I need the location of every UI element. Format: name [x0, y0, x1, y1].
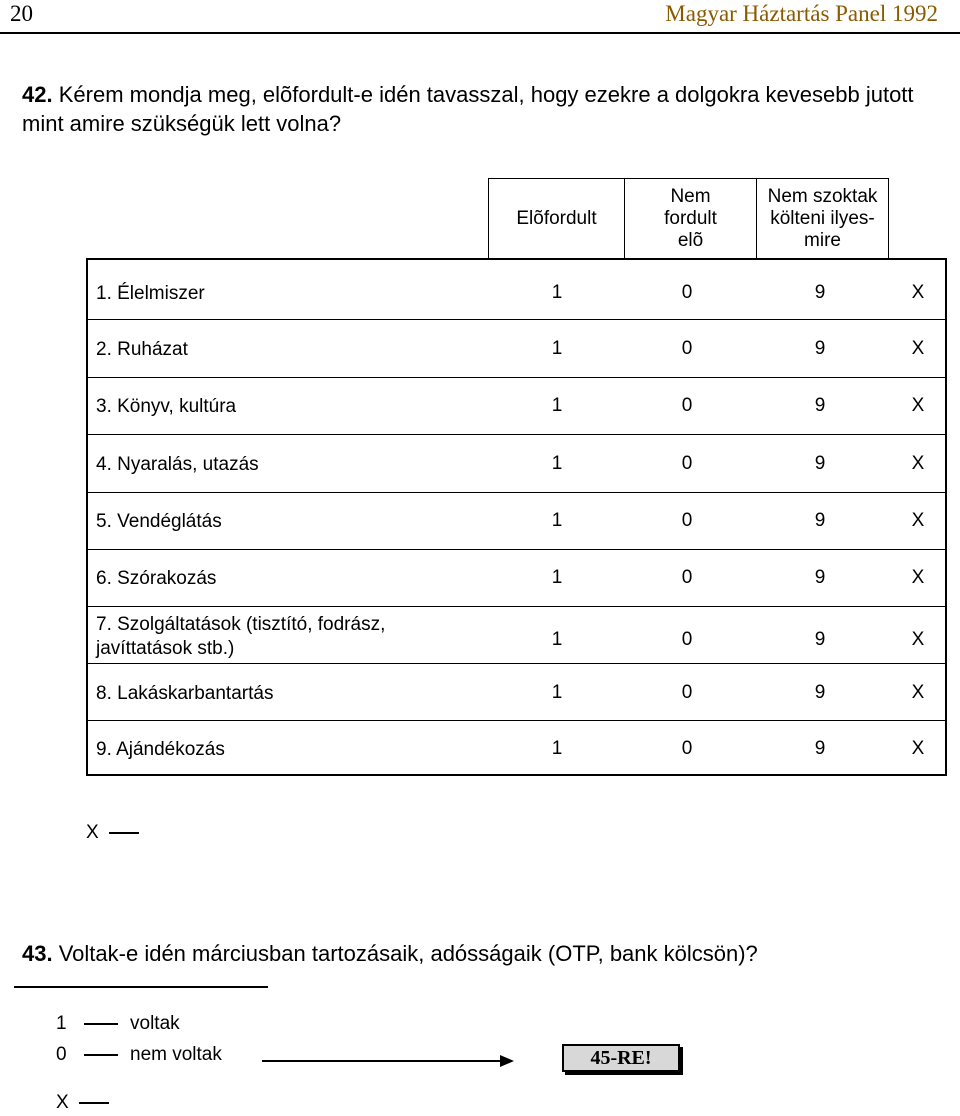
- code-not-spending[interactable]: 9: [814, 510, 826, 531]
- code-occurred[interactable]: 1: [551, 510, 563, 531]
- page-header: [0, 0, 960, 34]
- table-row: [88, 378, 945, 435]
- option-voltak[interactable]: [56, 1013, 180, 1035]
- missing-code-line[interactable]: [56, 1092, 109, 1114]
- table-row: [88, 721, 945, 774]
- code-occurred[interactable]: 1: [551, 629, 563, 650]
- publication-title: Magyar Háztartás Panel 1992: [665, 1, 938, 26]
- row-label: 6. Szórakozás: [96, 568, 217, 589]
- code-occurred[interactable]: 1: [551, 682, 563, 703]
- row-label: 3. Könyv, kultúra: [96, 396, 237, 417]
- code-not-occurred[interactable]: 0: [681, 567, 693, 588]
- row-label: 7. Szolgáltatások (tisztító, fodrász, javíttatások stb.): [96, 614, 386, 659]
- code-occurred[interactable]: 1: [551, 453, 563, 474]
- code-missing[interactable]: X: [911, 738, 925, 759]
- code-not-occurred[interactable]: 0: [681, 282, 693, 303]
- code-not-spending[interactable]: 9: [814, 395, 826, 416]
- row-label: 9. Ajándékozás: [96, 739, 225, 760]
- code-not-occurred[interactable]: 0: [681, 395, 693, 416]
- table-row: [88, 260, 945, 320]
- code-not-occurred[interactable]: 0: [681, 338, 693, 359]
- option-label: nem voltak: [130, 1044, 222, 1065]
- table-row: [88, 607, 945, 664]
- row-label: 1. Élelmiszer: [96, 283, 205, 304]
- page-number: 20: [10, 1, 33, 26]
- table-row: [88, 550, 945, 607]
- option-nem-voltak[interactable]: [56, 1044, 222, 1066]
- skip-instruction-box: 45-RE!: [562, 1044, 680, 1072]
- missing-code: X: [86, 822, 99, 843]
- code-not-spending[interactable]: 9: [814, 682, 826, 703]
- dash-line: [79, 1102, 109, 1104]
- missing-code: X: [56, 1092, 69, 1113]
- table-row: [88, 664, 945, 721]
- code-not-spending[interactable]: 9: [814, 453, 826, 474]
- code-not-occurred[interactable]: 0: [681, 629, 693, 650]
- question-42-table: [86, 258, 947, 776]
- row-label: 8. Lakáskarbantartás: [96, 683, 274, 704]
- dash-line: [84, 1054, 118, 1056]
- option-code: 1: [56, 1013, 67, 1034]
- column-header-not-spending: Nem szoktak költeni ilyes-mire: [756, 178, 889, 258]
- code-occurred[interactable]: 1: [551, 738, 563, 759]
- row-label: 5. Vendéglátás: [96, 511, 222, 532]
- missing-code-line[interactable]: [86, 822, 139, 844]
- code-missing[interactable]: X: [911, 395, 925, 416]
- option-code: 0: [56, 1044, 67, 1065]
- code-missing[interactable]: X: [911, 453, 925, 474]
- table-row: [88, 435, 945, 493]
- code-missing[interactable]: X: [911, 282, 925, 303]
- divider: [14, 986, 268, 988]
- code-occurred[interactable]: 1: [551, 282, 563, 303]
- code-occurred[interactable]: 1: [551, 567, 563, 588]
- code-not-spending[interactable]: 9: [814, 567, 826, 588]
- dash-line: [84, 1023, 118, 1025]
- code-not-occurred[interactable]: 0: [681, 453, 693, 474]
- code-occurred[interactable]: 1: [551, 338, 563, 359]
- table-row: [88, 320, 945, 378]
- question-text: Kérem mondja meg, elõfordult-e idén tavasszal, hogy ezekre a dolgokra kevesebb jutott mint amire szükségük lett volna?: [22, 82, 914, 136]
- code-not-spending[interactable]: 9: [814, 738, 826, 759]
- question-42: [22, 80, 922, 138]
- code-not-spending[interactable]: 9: [814, 282, 826, 303]
- question-number: 42.: [22, 82, 53, 107]
- option-label: voltak: [130, 1013, 180, 1034]
- code-not-spending[interactable]: 9: [814, 338, 826, 359]
- skip-arrow-icon: [262, 1054, 514, 1068]
- code-not-spending[interactable]: 9: [814, 629, 826, 650]
- row-label: 4. Nyaralás, utazás: [96, 454, 259, 475]
- table-row: [88, 493, 945, 550]
- question-43: [22, 939, 922, 968]
- code-missing[interactable]: X: [911, 338, 925, 359]
- code-not-occurred[interactable]: 0: [681, 738, 693, 759]
- code-not-occurred[interactable]: 0: [681, 510, 693, 531]
- question-number: 43.: [22, 941, 53, 966]
- code-missing[interactable]: X: [911, 510, 925, 531]
- column-header-not-occurred: Nem fordult elõ: [624, 178, 756, 258]
- code-occurred[interactable]: 1: [551, 395, 563, 416]
- code-missing[interactable]: X: [911, 629, 925, 650]
- code-not-occurred[interactable]: 0: [681, 682, 693, 703]
- code-missing[interactable]: X: [911, 567, 925, 588]
- dash-line: [109, 832, 139, 834]
- column-header-occurred: Elõfordult: [488, 178, 624, 258]
- code-missing[interactable]: X: [911, 682, 925, 703]
- question-text: Voltak-e idén márciusban tartozásaik, adósságaik (OTP, bank kölcsön)?: [58, 941, 758, 966]
- row-label: 2. Ruházat: [96, 339, 188, 360]
